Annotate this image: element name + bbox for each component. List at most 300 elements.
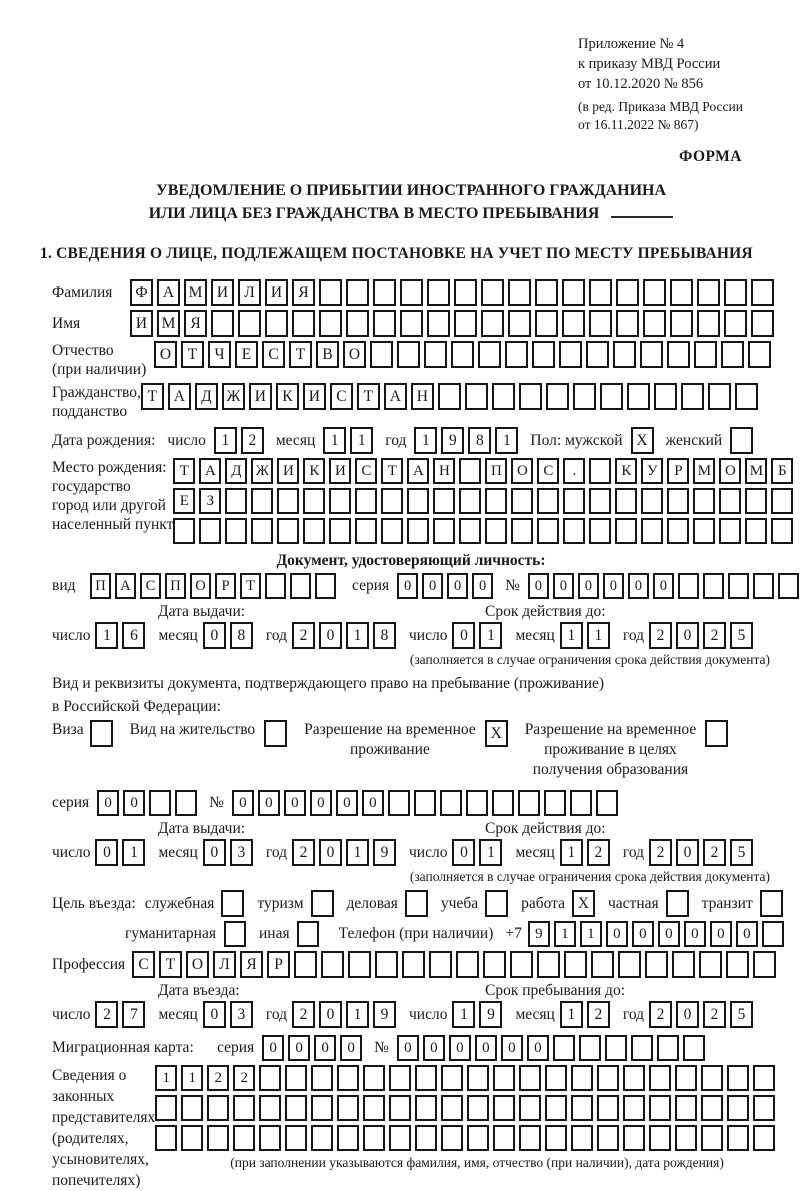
- residence-issue-date-group: [52, 839, 409, 866]
- char-cell: [492, 790, 514, 816]
- entry-day-cells: [95, 1001, 149, 1028]
- legal-representatives-note: (при заполнении указываются фамилия, имя, отчество (при наличии), дата рождения): [230, 1155, 724, 1170]
- char-cell: [303, 488, 325, 514]
- char-cell: 0: [203, 622, 226, 649]
- doc-issue-year-cells: [292, 622, 400, 649]
- char-cell: [424, 341, 447, 368]
- char-cell: 3: [230, 839, 253, 866]
- option-residence-permit-label: Вид на жительство: [129, 721, 256, 738]
- char-cell: Е: [235, 341, 258, 368]
- doc-issue-day-cells: [95, 622, 149, 649]
- patronymic-label-line1: Отчество: [52, 342, 114, 359]
- char-cell: [537, 518, 559, 544]
- char-cell: 0: [314, 1035, 336, 1061]
- char-cell: [155, 1095, 177, 1121]
- char-cell: 0: [310, 790, 332, 816]
- char-cell: [315, 573, 336, 599]
- char-cell: [155, 1125, 177, 1151]
- char-cell: 1: [214, 427, 237, 454]
- char-cell: [277, 488, 299, 514]
- char-cell: [675, 1125, 697, 1151]
- surname-label: Фамилия: [52, 283, 113, 301]
- entry-purpose-row: [52, 890, 770, 917]
- char-cell: [564, 951, 587, 978]
- residence-number-cells: [232, 790, 622, 816]
- char-cell: [311, 1095, 333, 1121]
- birth-place-label-line3: город или другой: [52, 497, 166, 514]
- char-cell: 0: [676, 1001, 699, 1028]
- char-cell: [545, 1125, 567, 1151]
- char-cell: [440, 790, 462, 816]
- option-visa-checkbox: [90, 720, 113, 747]
- char-cell: 0: [578, 573, 599, 599]
- stay-day-label: число: [409, 1005, 448, 1023]
- char-cell: [207, 1125, 229, 1151]
- char-cell: 2: [233, 1065, 255, 1091]
- char-cell: [645, 951, 668, 978]
- char-cell: 0: [288, 1035, 310, 1061]
- char-cell: [631, 1035, 653, 1061]
- char-cell: [389, 1125, 411, 1151]
- doc-expiry-day-label: число: [409, 626, 448, 644]
- form-title-line2-wrap: [52, 202, 770, 225]
- residence-expiry-date-group: [409, 839, 766, 866]
- char-cell: 0: [452, 622, 475, 649]
- char-cell: А: [407, 458, 429, 484]
- char-cell: [329, 518, 351, 544]
- char-cell: [433, 518, 455, 544]
- stay-day-cells: [452, 1001, 506, 1028]
- char-cell: [670, 310, 693, 337]
- char-cell: О: [154, 341, 177, 368]
- doc-issue-heading: Дата выдачи:: [158, 603, 246, 620]
- purpose-other-label: иная: [258, 925, 290, 942]
- char-cell: [708, 383, 731, 410]
- purpose-official-checkbox: [221, 890, 244, 917]
- char-cell: [753, 951, 776, 978]
- char-cell: [454, 310, 477, 337]
- char-cell: 2: [292, 839, 315, 866]
- char-cell: 0: [422, 573, 443, 599]
- char-cell: [441, 1095, 463, 1121]
- char-cell: [667, 341, 690, 368]
- char-cell: 1: [560, 622, 583, 649]
- doc-issue-month-cells: [203, 622, 257, 649]
- char-cell: 8: [230, 622, 253, 649]
- char-cell: [616, 310, 639, 337]
- char-cell: [545, 1095, 567, 1121]
- char-cell: [321, 951, 344, 978]
- char-cell: [694, 341, 717, 368]
- patronymic-cells: [154, 341, 775, 368]
- char-cell: [493, 1065, 515, 1091]
- char-cell: [483, 951, 506, 978]
- char-cell: 2: [703, 1001, 726, 1028]
- char-cell: [355, 518, 377, 544]
- char-cell: Н: [411, 383, 434, 410]
- char-cell: [641, 488, 663, 514]
- identity-doc-heading: Документ, удостоверяющий личность:: [276, 552, 546, 569]
- char-cell: [771, 488, 793, 514]
- char-cell: [589, 488, 611, 514]
- legal-representatives-block: [52, 1065, 770, 1191]
- char-cell: [493, 1125, 515, 1151]
- char-cell: [459, 488, 481, 514]
- char-cell: М: [693, 458, 715, 484]
- legal-label-line4: (родителях,: [52, 1130, 129, 1147]
- char-cell: [571, 1095, 593, 1121]
- char-cell: 0: [203, 1001, 226, 1028]
- stay-year-cells: [649, 1001, 757, 1028]
- char-cell: [762, 921, 784, 947]
- char-cell: [265, 573, 286, 599]
- char-cell: 0: [447, 573, 468, 599]
- char-cell: 0: [449, 1035, 471, 1061]
- migration-card-row: [52, 1035, 770, 1061]
- doc-expiry-month-cells: [560, 622, 614, 649]
- char-cell: [505, 341, 528, 368]
- char-cell: Д: [195, 383, 218, 410]
- option-visa-label: Виза: [52, 721, 84, 738]
- purpose-work-checkbox: X: [572, 890, 595, 917]
- char-cell: 0: [736, 921, 758, 947]
- residence-issue-day-label: число: [52, 843, 91, 861]
- char-cell: П: [165, 573, 186, 599]
- residence-issue-year-cells: [292, 839, 400, 866]
- char-cell: [643, 279, 666, 306]
- option-visa: [52, 720, 113, 747]
- residence-issue-heading: Дата выдачи:: [158, 820, 246, 837]
- char-cell: [559, 341, 582, 368]
- char-cell: [381, 488, 403, 514]
- residence-expiry-day-cells: [452, 839, 506, 866]
- char-cell: 2: [292, 1001, 315, 1028]
- doc-series-label: серия: [352, 577, 390, 594]
- char-cell: 1: [587, 622, 610, 649]
- char-cell: [207, 1095, 229, 1121]
- char-cell: 0: [606, 921, 628, 947]
- char-cell: И: [130, 310, 153, 337]
- char-cell: О: [719, 458, 741, 484]
- char-cell: 1: [323, 427, 346, 454]
- patronymic-row: [52, 341, 770, 379]
- residence-expiry-day-label: число: [409, 843, 448, 861]
- char-cell: [441, 1125, 463, 1151]
- residence-series-cells: [97, 790, 201, 816]
- purpose-business-label: деловая: [346, 894, 398, 912]
- char-cell: 0: [603, 573, 624, 599]
- char-cell: 2: [649, 622, 672, 649]
- char-cell: А: [199, 458, 221, 484]
- char-cell: [641, 518, 663, 544]
- char-cell: [511, 488, 533, 514]
- char-cell: [649, 1125, 671, 1151]
- char-cell: [589, 518, 611, 544]
- char-cell: 0: [658, 921, 680, 947]
- char-cell: С: [330, 383, 353, 410]
- char-cell: [233, 1125, 255, 1151]
- char-cell: [481, 310, 504, 337]
- char-cell: [778, 573, 799, 599]
- doc-expiry-heading: Срок действия до:: [485, 603, 606, 620]
- char-cell: [363, 1065, 385, 1091]
- char-cell: [589, 279, 612, 306]
- char-cell: [173, 518, 195, 544]
- char-cell: [465, 383, 488, 410]
- char-cell: [544, 790, 566, 816]
- char-cell: [467, 1065, 489, 1091]
- doc-expiry-year-label: год: [622, 626, 645, 644]
- char-cell: 1: [479, 839, 502, 866]
- entry-day-label: число: [52, 1005, 91, 1023]
- char-cell: [311, 1125, 333, 1151]
- legal-representatives-labels: [52, 1065, 155, 1191]
- purpose-tourism-checkbox: [311, 890, 334, 917]
- char-cell: [363, 1095, 385, 1121]
- char-cell: [721, 341, 744, 368]
- char-cell: Л: [238, 279, 261, 306]
- char-cell: [441, 1065, 463, 1091]
- char-cell: [467, 1095, 489, 1121]
- char-cell: 1: [452, 1001, 475, 1028]
- forma-label: ФОРМА: [678, 148, 742, 165]
- char-cell: [511, 518, 533, 544]
- char-cell: [225, 488, 247, 514]
- char-cell: [699, 951, 722, 978]
- char-cell: 0: [684, 921, 706, 947]
- char-cell: 0: [258, 790, 280, 816]
- char-cell: 5: [730, 622, 753, 649]
- residence-expiry-note: (заполняется в случае ограничения срока действия документа): [409, 869, 770, 884]
- char-cell: Я: [292, 279, 315, 306]
- char-cell: [481, 279, 504, 306]
- option-edu-permit-line2: проживание в целях: [544, 741, 677, 758]
- purpose-transit-label: транзит: [701, 894, 753, 912]
- birth-place-row1-cells: [173, 458, 797, 484]
- char-cell: [657, 1035, 679, 1061]
- purpose-private-checkbox: [666, 890, 689, 917]
- legal-row2-cells: [155, 1095, 779, 1121]
- birth-place-row2-cells: [173, 488, 797, 514]
- form-title-line2: ИЛИ ЛИЦА БЕЗ ГРАЖДАНСТВА В МЕСТО ПРЕБЫВАНИЯ: [148, 205, 600, 222]
- char-cell: [703, 573, 724, 599]
- purpose-transit-checkbox: [760, 890, 783, 917]
- char-cell: [589, 458, 611, 484]
- birth-day-label: число: [167, 431, 206, 449]
- char-cell: М: [157, 310, 180, 337]
- purpose-business-checkbox: [405, 890, 428, 917]
- char-cell: [748, 341, 771, 368]
- legal-label-line1: Сведения о: [52, 1067, 127, 1084]
- char-cell: Ф: [130, 279, 153, 306]
- char-cell: О: [186, 951, 209, 978]
- entry-month-label: месяц: [158, 1005, 198, 1023]
- purpose-private-label: частная: [608, 894, 659, 912]
- char-cell: [303, 518, 325, 544]
- identity-doc-dates-row: [52, 622, 770, 650]
- residence-expiry-year-cells: [649, 839, 757, 866]
- char-cell: Ж: [251, 458, 273, 484]
- char-cell: [363, 1125, 385, 1151]
- char-cell: 2: [292, 622, 315, 649]
- entry-dates-headings: [52, 982, 770, 1000]
- char-cell: Т: [289, 341, 312, 368]
- char-cell: [727, 1125, 749, 1151]
- char-cell: [407, 488, 429, 514]
- char-cell: Д: [225, 458, 247, 484]
- char-cell: 0: [628, 573, 649, 599]
- char-cell: [571, 1125, 593, 1151]
- stay-until-date-group: [409, 1001, 766, 1028]
- birth-place-row3-cells: [173, 518, 797, 544]
- char-cell: С: [132, 951, 155, 978]
- char-cell: [753, 1125, 775, 1151]
- char-cell: [337, 1125, 359, 1151]
- char-cell: 2: [649, 1001, 672, 1028]
- purpose-humanitarian-label: гуманитарная: [125, 925, 216, 942]
- char-cell: [519, 1065, 541, 1091]
- phone-prefix: +7: [505, 925, 522, 942]
- birth-place-label-line4: населенный пункт: [52, 516, 174, 533]
- char-cell: [640, 341, 663, 368]
- char-cell: Р: [267, 951, 290, 978]
- char-cell: 0: [362, 790, 384, 816]
- citizenship-label: [52, 383, 141, 421]
- char-cell: [545, 1065, 567, 1091]
- char-cell: [348, 951, 371, 978]
- char-cell: [562, 310, 585, 337]
- char-cell: [605, 1035, 627, 1061]
- char-cell: 1: [495, 427, 518, 454]
- profession-label: Профессия: [52, 955, 126, 973]
- amendment-line-1: (в ред. Приказа МВД России: [578, 99, 743, 114]
- migration-series-cells: [262, 1035, 366, 1061]
- citizenship-label-line2: подданство: [52, 403, 128, 420]
- char-cell: [563, 518, 585, 544]
- residence-doc-options: [52, 720, 770, 780]
- char-cell: [459, 458, 481, 484]
- char-cell: [735, 383, 758, 410]
- char-cell: [597, 1125, 619, 1151]
- char-cell: С: [262, 341, 285, 368]
- char-cell: [251, 488, 273, 514]
- migration-card-label: Миграционная карта:: [52, 1039, 194, 1056]
- doc-issue-year-label: год: [265, 626, 288, 644]
- char-cell: 8: [468, 427, 491, 454]
- char-cell: [259, 1095, 281, 1121]
- char-cell: [414, 790, 436, 816]
- char-cell: [701, 1125, 723, 1151]
- option-temporary-residence-permit: [304, 720, 508, 760]
- doc-expiry-date-group: [409, 622, 766, 649]
- char-cell: [745, 518, 767, 544]
- char-cell: [478, 341, 501, 368]
- char-cell: 1: [560, 1001, 583, 1028]
- char-cell: 1: [414, 427, 437, 454]
- char-cell: [225, 518, 247, 544]
- char-cell: [623, 1125, 645, 1151]
- option-education-residence-permit: [525, 720, 729, 780]
- char-cell: А: [168, 383, 191, 410]
- char-cell: [600, 383, 623, 410]
- char-cell: [745, 488, 767, 514]
- char-cell: И: [211, 279, 234, 306]
- char-cell: А: [115, 573, 136, 599]
- char-cell: [615, 518, 637, 544]
- char-cell: [199, 518, 221, 544]
- char-cell: [211, 310, 234, 337]
- char-cell: [493, 1095, 515, 1121]
- char-cell: [623, 1095, 645, 1121]
- char-cell: Я: [240, 951, 263, 978]
- char-cell: Т: [381, 458, 403, 484]
- char-cell: 2: [241, 427, 264, 454]
- char-cell: Н: [433, 458, 455, 484]
- char-cell: 7: [122, 1001, 145, 1028]
- purpose-humanitarian-checkbox: [224, 921, 246, 947]
- char-cell: [373, 279, 396, 306]
- citizenship-row: [52, 383, 770, 421]
- char-cell: [751, 279, 774, 306]
- char-cell: [259, 1125, 281, 1151]
- char-cell: 0: [472, 573, 493, 599]
- char-cell: [233, 1095, 255, 1121]
- birth-year-cells: [414, 427, 522, 454]
- residence-issue-month-cells: [203, 839, 257, 866]
- doc-expiry-month-label: месяц: [515, 626, 555, 644]
- form-body: [52, 279, 787, 1191]
- char-cell: [701, 1065, 723, 1091]
- char-cell: [510, 951, 533, 978]
- appendix-reference: [578, 34, 758, 134]
- char-cell: 1: [181, 1065, 203, 1091]
- char-cell: [415, 1095, 437, 1121]
- char-cell: 1: [580, 921, 602, 947]
- char-cell: 1: [122, 839, 145, 866]
- char-cell: [667, 488, 689, 514]
- char-cell: [389, 1065, 411, 1091]
- residence-doc-intro-line2: в Российской Федерации:: [52, 698, 221, 715]
- char-cell: [467, 1125, 489, 1151]
- char-cell: К: [276, 383, 299, 410]
- char-cell: [466, 790, 488, 816]
- char-cell: 0: [262, 1035, 284, 1061]
- char-cell: С: [355, 458, 377, 484]
- char-cell: 9: [373, 1001, 396, 1028]
- char-cell: 9: [373, 839, 396, 866]
- char-cell: [553, 1035, 575, 1061]
- char-cell: Т: [141, 383, 164, 410]
- identity-doc-row: [52, 573, 770, 599]
- char-cell: 0: [319, 839, 342, 866]
- char-cell: .: [563, 458, 585, 484]
- char-cell: 1: [346, 839, 369, 866]
- char-cell: [292, 310, 315, 337]
- char-cell: [532, 341, 555, 368]
- surname-row: [52, 279, 770, 306]
- char-cell: [389, 1095, 411, 1121]
- char-cell: [535, 310, 558, 337]
- char-cell: [719, 488, 741, 514]
- char-cell: [683, 1035, 705, 1061]
- char-cell: [591, 951, 614, 978]
- char-cell: [407, 518, 429, 544]
- char-cell: [571, 1065, 593, 1091]
- doc-type-label: вид: [52, 577, 76, 594]
- char-cell: Р: [215, 573, 236, 599]
- legal-label-line3: представителях: [52, 1109, 156, 1126]
- char-cell: [667, 518, 689, 544]
